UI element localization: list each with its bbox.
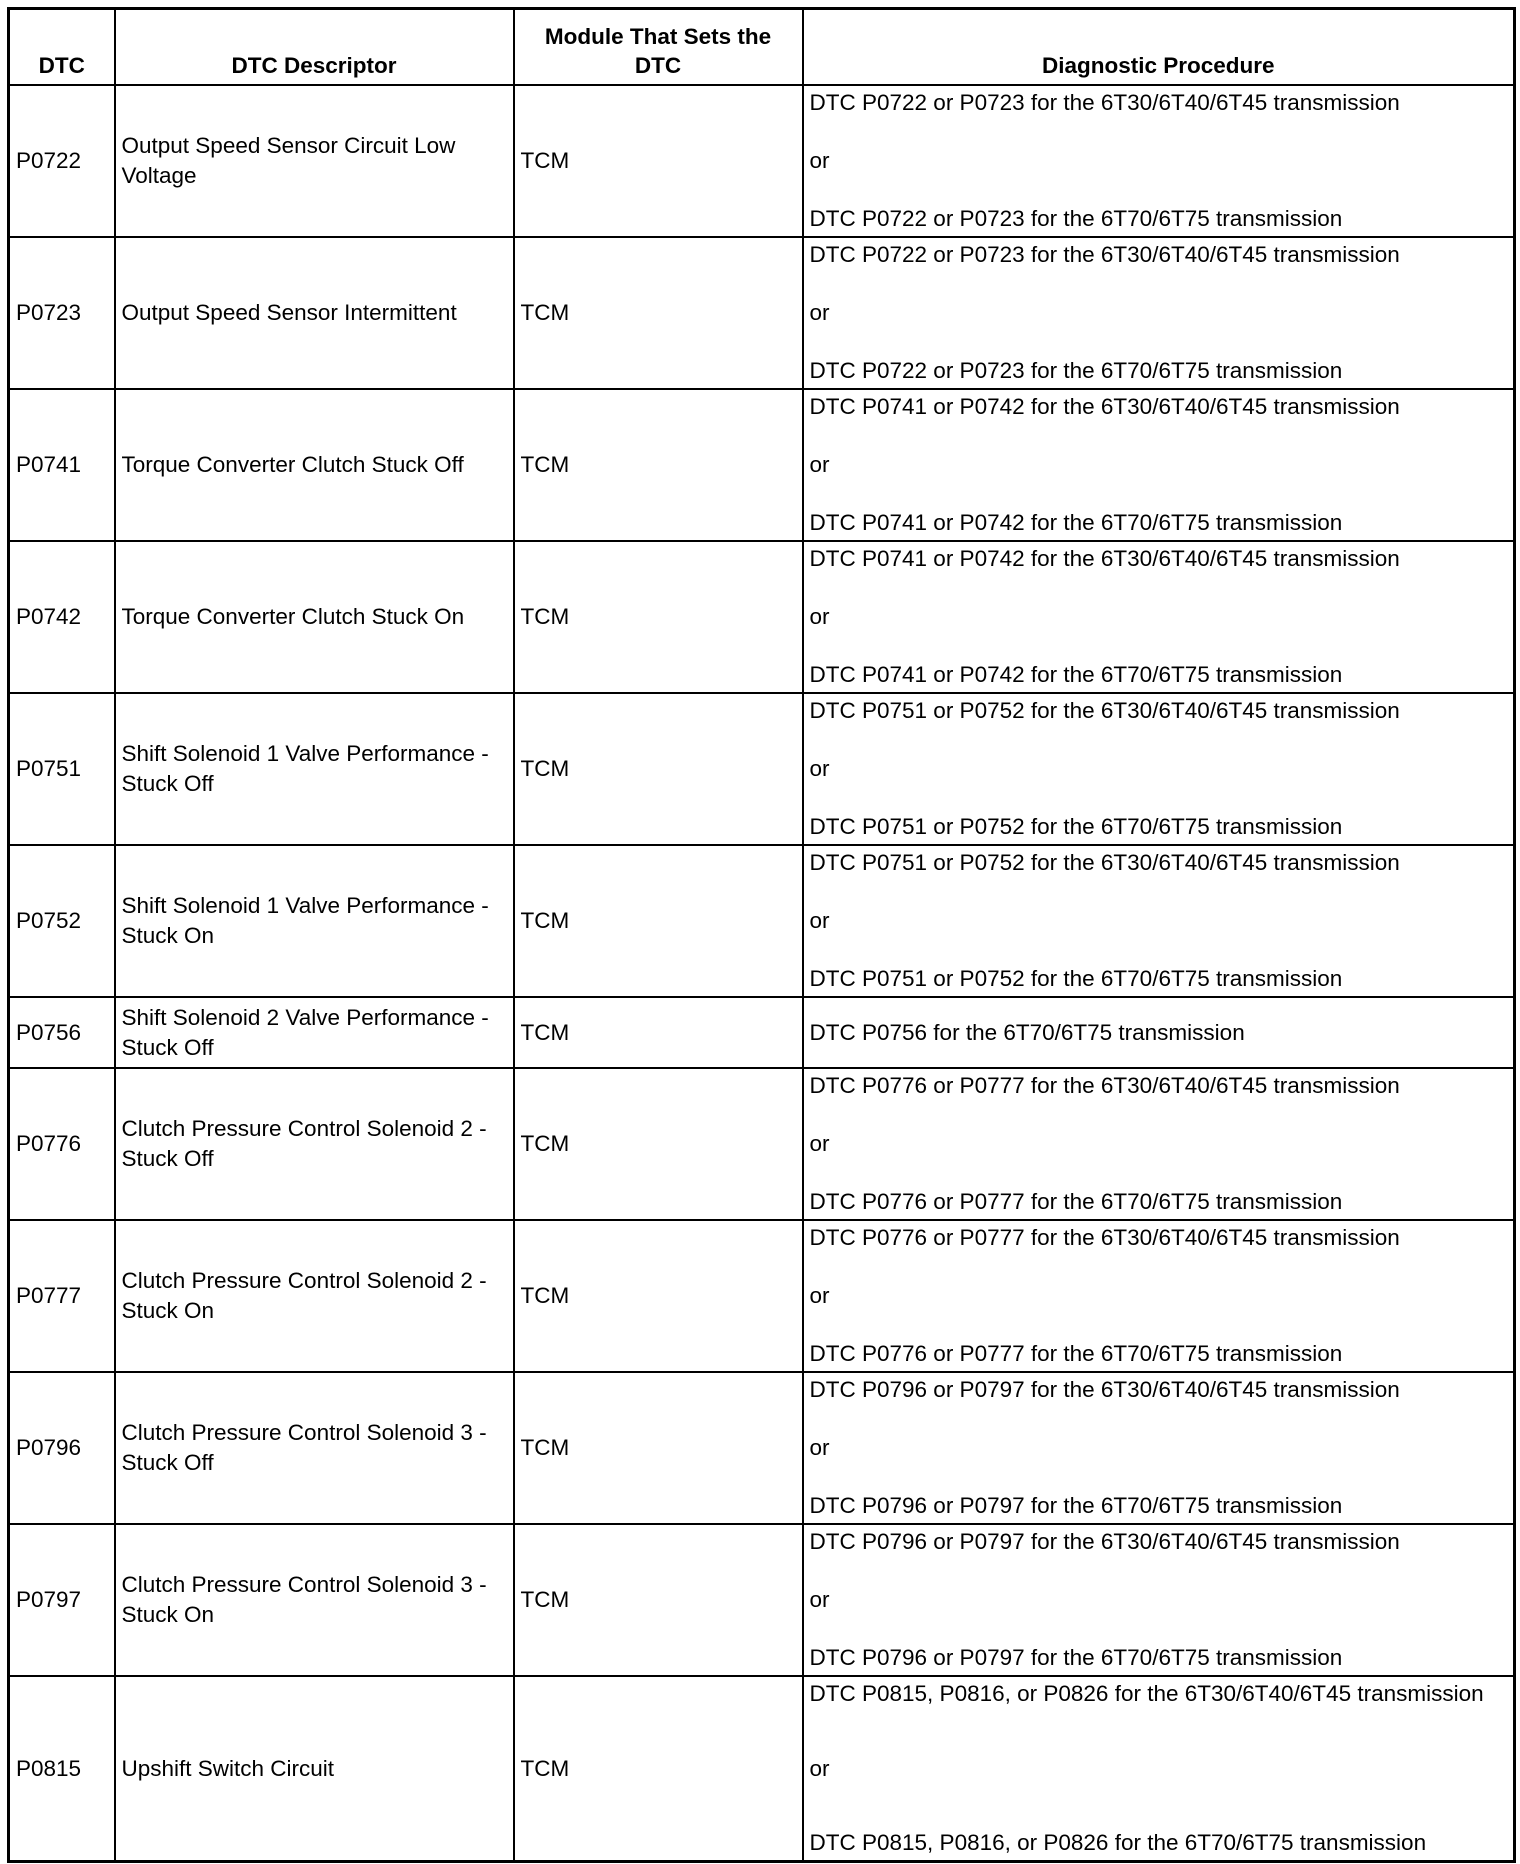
procedure-or: or	[809, 1587, 830, 1612]
diagnostic-procedure	[803, 1676, 1515, 1862]
diagnostic-procedure	[803, 1068, 1515, 1220]
procedure-link[interactable]: DTC P0751 or P0752 for the 6T70/6T75 transmission	[809, 814, 1343, 839]
procedure-link[interactable]: DTC P0796 or P0797 for the 6T70/6T75 transmission	[809, 1645, 1343, 1670]
procedure-link[interactable]: DTC P0751 or P0752 for the 6T70/6T75 transmission	[809, 966, 1343, 991]
setting-module: TCM	[514, 845, 803, 997]
setting-module: TCM	[514, 1676, 803, 1862]
procedure-link[interactable]: DTC P0776 or P0777 for the 6T30/6T40/6T45 transmission	[809, 1225, 1400, 1250]
table-row	[9, 1676, 1515, 1862]
procedure-or: or	[809, 756, 830, 781]
dtc-descriptor: Clutch Pressure Control Solenoid 2 - Stuck On	[115, 1220, 514, 1372]
dtc-code: P0723	[9, 237, 115, 389]
dtc-descriptor: Output Speed Sensor Circuit Low Voltage	[115, 85, 514, 237]
setting-module: TCM	[514, 1068, 803, 1220]
dtc-code: P0741	[9, 389, 115, 541]
procedure-link[interactable]: DTC P0815, P0816, or P0826 for the 6T70/6T75 transmission	[809, 1830, 1427, 1855]
dtc-descriptor: Shift Solenoid 1 Valve Performance - Stuck Off	[115, 693, 514, 845]
procedure-link[interactable]: DTC P0776 or P0777 for the 6T70/6T75 transmission	[809, 1189, 1343, 1214]
header-dtc: DTC	[9, 9, 115, 86]
procedure-link[interactable]: DTC P0722 or P0723 for the 6T70/6T75 transmission	[809, 206, 1343, 231]
setting-module: TCM	[514, 1220, 803, 1372]
table-row	[9, 1068, 1515, 1220]
diagnostic-procedure	[803, 693, 1515, 845]
procedure-link[interactable]: DTC P0815, P0816, or P0826 for the 6T30/6T40/6T45 transmission	[809, 1681, 1484, 1706]
procedure-or: or	[809, 1435, 830, 1460]
procedure-link[interactable]: DTC P0776 or P0777 for the 6T70/6T75 transmission	[809, 1341, 1343, 1366]
procedure-link[interactable]: DTC P0741 or P0742 for the 6T70/6T75 transmission	[809, 510, 1343, 535]
procedure-link[interactable]: DTC P0796 or P0797 for the 6T30/6T40/6T45 transmission	[809, 1529, 1400, 1554]
procedure-link[interactable]: DTC P0756 for the 6T70/6T75 transmission	[809, 1019, 1245, 1045]
procedure-link[interactable]: DTC P0796 or P0797 for the 6T70/6T75 transmission	[809, 1493, 1343, 1518]
setting-module: TCM	[514, 1372, 803, 1524]
procedure-link[interactable]: DTC P0722 or P0723 for the 6T30/6T40/6T45 transmission	[809, 90, 1400, 115]
diagnostic-procedure	[803, 541, 1515, 693]
header-module: Module That Sets the DTC	[514, 9, 803, 86]
procedure-or: or	[809, 908, 830, 933]
procedure-or: or	[809, 1755, 830, 1781]
procedure-link[interactable]: DTC P0751 or P0752 for the 6T30/6T40/6T45 transmission	[809, 850, 1400, 875]
procedure-link[interactable]: DTC P0741 or P0742 for the 6T30/6T40/6T45 transmission	[809, 394, 1400, 419]
procedure-link[interactable]: DTC P0776 or P0777 for the 6T30/6T40/6T45 transmission	[809, 1073, 1400, 1098]
dtc-descriptor: Shift Solenoid 1 Valve Performance - Stuck On	[115, 845, 514, 997]
dtc-descriptor: Clutch Pressure Control Solenoid 3 - Stuck Off	[115, 1372, 514, 1524]
procedure-link[interactable]: DTC P0722 or P0723 for the 6T70/6T75 transmission	[809, 358, 1343, 383]
dtc-code: P0752	[9, 845, 115, 997]
dtc-descriptor: Torque Converter Clutch Stuck On	[115, 541, 514, 693]
procedure-or: or	[809, 604, 830, 629]
dtc-code: P0751	[9, 693, 115, 845]
dtc-code: P0742	[9, 541, 115, 693]
table-row	[9, 1220, 1515, 1372]
header-row	[9, 9, 1515, 86]
procedure-link[interactable]: DTC P0796 or P0797 for the 6T30/6T40/6T45 transmission	[809, 1377, 1400, 1402]
table-row	[9, 997, 1515, 1068]
diagnostic-procedure	[803, 1372, 1515, 1524]
procedure-or: or	[809, 300, 830, 325]
diagnostic-procedure	[803, 389, 1515, 541]
procedure-link[interactable]: DTC P0751 or P0752 for the 6T30/6T40/6T45 transmission	[809, 698, 1400, 723]
table-row	[9, 845, 1515, 997]
table-row	[9, 1524, 1515, 1676]
diagnostic-procedure	[803, 85, 1515, 237]
table-row	[9, 389, 1515, 541]
dtc-descriptor: Shift Solenoid 2 Valve Performance - Stuck Off	[115, 997, 514, 1068]
setting-module: TCM	[514, 389, 803, 541]
dtc-code: P0722	[9, 85, 115, 237]
setting-module: TCM	[514, 237, 803, 389]
dtc-descriptor: Torque Converter Clutch Stuck Off	[115, 389, 514, 541]
procedure-link[interactable]: DTC P0741 or P0742 for the 6T30/6T40/6T45 transmission	[809, 546, 1400, 571]
dtc-code: P0815	[9, 1676, 115, 1862]
dtc-descriptor: Output Speed Sensor Intermittent	[115, 237, 514, 389]
header-procedure: Diagnostic Procedure	[803, 9, 1515, 86]
table-row	[9, 85, 1515, 237]
header-descriptor: DTC Descriptor	[115, 9, 514, 86]
dtc-code: P0797	[9, 1524, 115, 1676]
dtc-descriptor: Clutch Pressure Control Solenoid 2 - Stuck Off	[115, 1068, 514, 1220]
table-row	[9, 541, 1515, 693]
procedure-or: or	[809, 452, 830, 477]
diagnostic-procedure	[803, 1220, 1515, 1372]
procedure-link[interactable]: DTC P0722 or P0723 for the 6T30/6T40/6T45 transmission	[809, 242, 1400, 267]
procedure-or: or	[809, 1283, 830, 1308]
setting-module: TCM	[514, 997, 803, 1068]
dtc-table	[7, 7, 1516, 1863]
procedure-link[interactable]: DTC P0741 or P0742 for the 6T70/6T75 transmission	[809, 662, 1343, 687]
procedure-or: or	[809, 148, 830, 173]
procedure-or: or	[809, 1131, 830, 1156]
setting-module: TCM	[514, 693, 803, 845]
dtc-code: P0777	[9, 1220, 115, 1372]
dtc-code: P0796	[9, 1372, 115, 1524]
setting-module: TCM	[514, 85, 803, 237]
dtc-descriptor: Clutch Pressure Control Solenoid 3 - Stuck On	[115, 1524, 514, 1676]
dtc-code: P0756	[9, 997, 115, 1068]
diagnostic-procedure	[803, 997, 1515, 1068]
setting-module: TCM	[514, 541, 803, 693]
diagnostic-procedure	[803, 845, 1515, 997]
table-row	[9, 1372, 1515, 1524]
diagnostic-procedure	[803, 1524, 1515, 1676]
dtc-code: P0776	[9, 1068, 115, 1220]
table-row	[9, 693, 1515, 845]
setting-module: TCM	[514, 1524, 803, 1676]
table-row	[9, 237, 1515, 389]
dtc-descriptor: Upshift Switch Circuit	[115, 1676, 514, 1862]
diagnostic-procedure	[803, 237, 1515, 389]
